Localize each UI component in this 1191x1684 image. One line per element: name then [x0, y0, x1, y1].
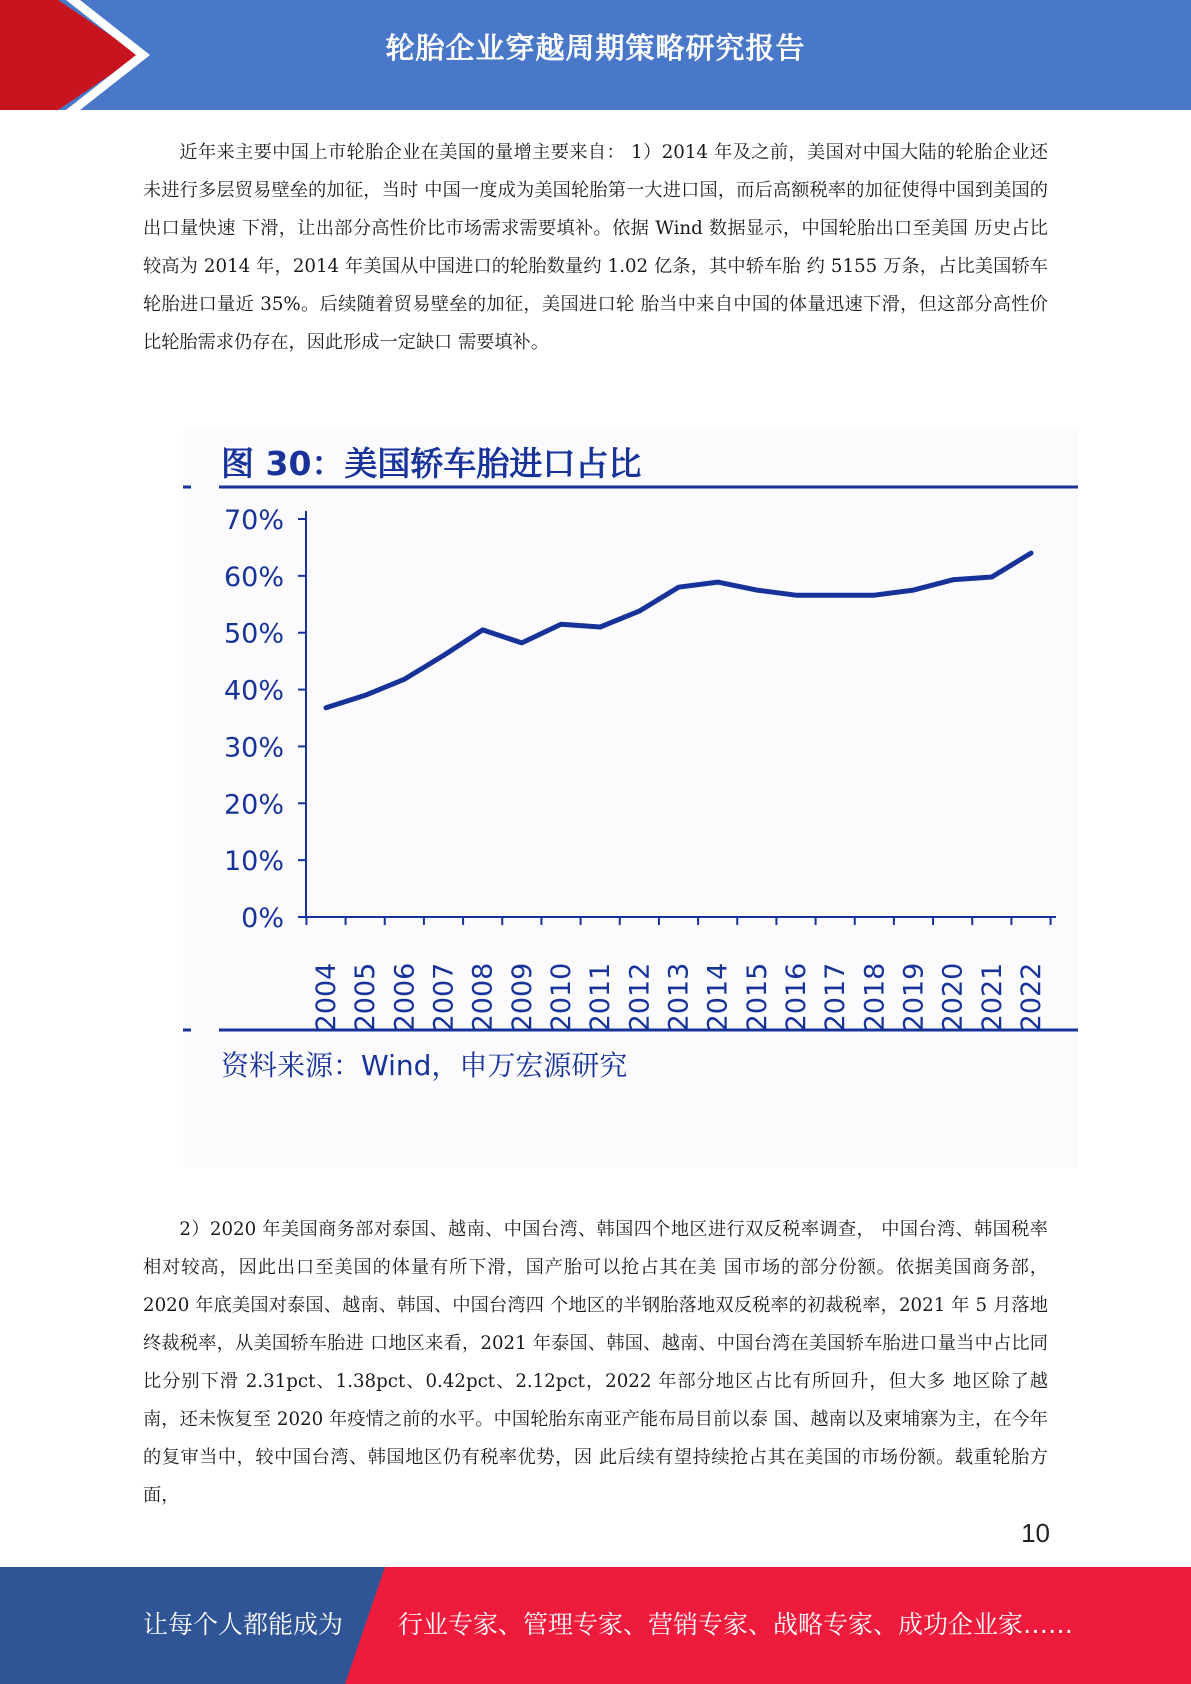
x-tick-label: 2013 [663, 962, 695, 1032]
page-number: 10 [1021, 1518, 1050, 1548]
y-tick-label: 40% [223, 675, 284, 707]
footer-slogan-right: 行业专家、管理专家、营销专家、战略专家、成功企业家…… [398, 1610, 1074, 1639]
data-point [560, 623, 563, 626]
footer-slogan-left: 让每个人都能成为 [143, 1610, 344, 1639]
x-tick-label: 2019 [898, 962, 930, 1032]
data-point [599, 626, 602, 629]
data-point [716, 581, 719, 584]
data-point [990, 575, 993, 578]
x-tick-label: 2020 [937, 962, 969, 1032]
x-tick-label: 2014 [702, 962, 734, 1032]
y-tick-label: 20% [223, 789, 284, 821]
y-tick-label: 50% [223, 618, 284, 650]
data-point [638, 610, 641, 613]
data-point [520, 641, 523, 644]
data-point [873, 594, 876, 597]
paragraph-text: 2）2020 年美国商务部对泰国、越南、中国台湾、韩国四个地区进行双反税率调查， 中国台湾、韩国税率相对较高，因此出口至美国的体量有所下滑，国产胎可以抢占其在美 国市场的部分份额。依据美国商务部，2020 年底美国对泰国、越南、韩国、中国台湾四 个地区的半钢胎落地双反税率的初裁税率，2021 年 5 月落地终裁税率，从美国轿车胎进 口地区来看，2021 年泰国、韩国、越南、中国台湾在美国轿车胎进口量当中占比同比分别下滑 2.31pct、1.38pct、0.42pct、2.12pct，2022 年部分地区占比有所回升，但大多 地区除了越南，还未恢复至 2020 年疫情之前的水平。中国轮胎东南亚产能布局目前以泰 国、越南以及柬埔寨为主，在今年的复审当中，较中国台湾、韩国地区仍有税率优势，因 此后续有望持续抢占其在美国的市场份额。载重轮胎方面， [143, 1219, 1048, 1506]
x-tick-label: 2005 [350, 962, 382, 1032]
data-point [795, 594, 798, 597]
data-point [325, 706, 328, 709]
line-chart [183, 430, 1078, 1168]
chart-title: 图 30：美国轿车胎进口占比 [221, 444, 642, 483]
data-point [834, 594, 837, 597]
page-header [0, 0, 1191, 110]
paragraph-text: 近年来主要中国上市轮胎企业在美国的量增主要来自： 1）2014 年及之前，美国对中国大陆的轮胎企业还未进行多层贸易壁垒的加征，当时 中国一度成为美国轮胎第一大进口国，而后高额税率的加征使得中国到美国的出口量快速 下滑，让出部分高性价比市场需求需要填补。依据 Wind 数据显示，中国轮胎出口至美国 历史占比较高为 2014 年，2014 年美国从中国进口的轮胎数量约 1.02 亿条，其中轿车胎 约 5155 万条，占比美国轿车轮胎进口量近 35%。后续随着贸易壁垒的加征，美国进口轮 胎当中来自中国的体量迅速下滑，但这部分高性价比轮胎需求仍存在，因此形成一定缺口 需要填补。 [143, 142, 1048, 353]
y-tick-label: 10% [223, 846, 284, 878]
x-tick-label: 2012 [624, 962, 656, 1032]
chart-source: 资料来源：Wind，申万宏源研究 [221, 1049, 628, 1082]
y-tick-label: 30% [223, 732, 284, 764]
x-tick-label: 2010 [546, 962, 577, 1032]
x-tick-label: 2021 [976, 962, 1008, 1032]
y-tick-label: 60% [223, 561, 284, 593]
report-title: 轮胎企业穿越周期策略研究报告 [385, 31, 806, 65]
figure-30 [183, 430, 1078, 1168]
data-point [403, 678, 406, 681]
data-point [1030, 552, 1033, 555]
data-point [755, 589, 758, 592]
page-footer [0, 1567, 1191, 1684]
x-tick-label: 2016 [781, 962, 812, 1032]
data-point [677, 586, 680, 589]
data-point [442, 654, 445, 657]
data-point [951, 578, 954, 581]
data-point [481, 628, 484, 631]
y-tick-label: 70% [223, 505, 284, 536]
body-paragraph-2 [143, 1211, 1048, 1515]
x-tick-label: 2008 [467, 962, 499, 1032]
body-paragraph-1 [143, 134, 1048, 362]
x-tick-label: 2004 [311, 962, 342, 1032]
x-tick-label: 2006 [389, 962, 421, 1032]
y-tick-label: 0% [241, 903, 284, 934]
x-tick-label: 2007 [428, 962, 460, 1032]
series-line [326, 553, 1031, 708]
data-point [364, 694, 367, 697]
x-tick-label: 2011 [585, 962, 617, 1032]
x-tick-label: 2015 [741, 962, 773, 1032]
x-tick-label: 2017 [820, 962, 852, 1032]
x-tick-label: 2009 [506, 962, 538, 1032]
x-tick-label: 2022 [1016, 962, 1047, 1032]
data-point [912, 589, 915, 592]
x-tick-label: 2018 [859, 962, 891, 1032]
